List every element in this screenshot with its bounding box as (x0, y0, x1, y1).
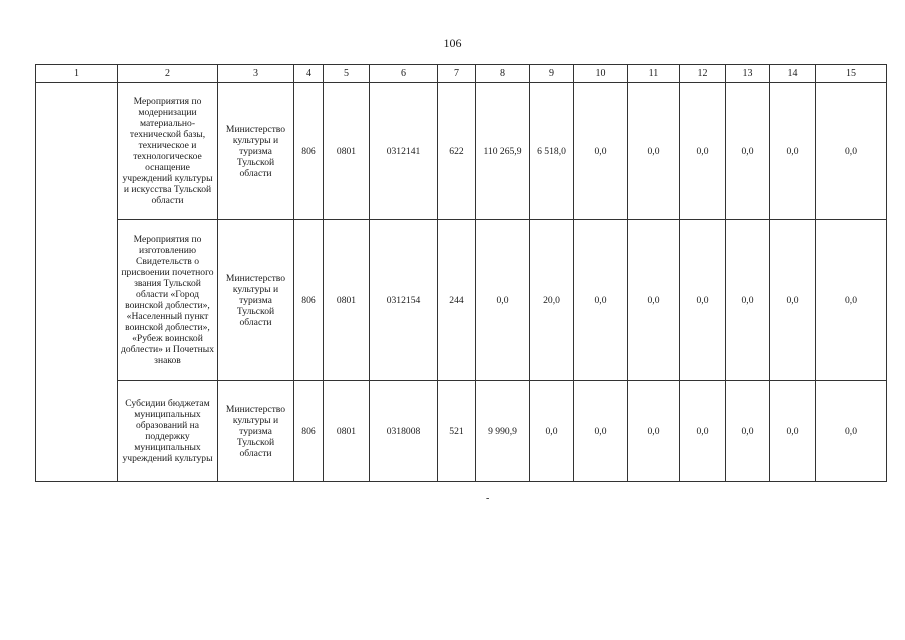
table-cell: 0,0 (680, 83, 726, 220)
column-header: 12 (680, 65, 726, 83)
table-cell: 0,0 (574, 381, 628, 482)
table-row (36, 220, 887, 381)
column-header: 7 (438, 65, 476, 83)
table-cell: 6 518,0 (530, 83, 574, 220)
column-header: 14 (770, 65, 816, 83)
column-header: 11 (628, 65, 680, 83)
column-header: 5 (324, 65, 370, 83)
table-cell: 0,0 (816, 83, 887, 220)
table-cell: 0318008 (370, 381, 438, 482)
column-header: 1 (36, 65, 118, 83)
table-cell: 0,0 (530, 381, 574, 482)
ministry-cell: Министерство культуры и туризма Тульской области (218, 381, 294, 482)
table-cell: 0,0 (476, 220, 530, 381)
table-cell: 521 (438, 381, 476, 482)
table-cell: 0,0 (680, 220, 726, 381)
table-cell: 0,0 (628, 83, 680, 220)
table-cell: 0801 (324, 381, 370, 482)
table-cell: 0,0 (770, 381, 816, 482)
column-header: 13 (726, 65, 770, 83)
table-cell: 0,0 (628, 220, 680, 381)
table-row (36, 83, 887, 220)
activity-name-cell: Субсидии бюджетам муниципальных образований на поддержку муниципальных учреждений культуры (118, 381, 218, 482)
column-header: 8 (476, 65, 530, 83)
table-cell: 0312154 (370, 220, 438, 381)
table-cell: 622 (438, 83, 476, 220)
column-header: 9 (530, 65, 574, 83)
table-cell: 9 990,9 (476, 381, 530, 482)
table-cell: 0,0 (574, 83, 628, 220)
budget-table (35, 64, 887, 482)
table-cell: 806 (294, 83, 324, 220)
activity-name-cell: Мероприятия по изготовлению Свидетельств о присвоении почетного звания Тульской области «Город воинской доблести», «Населенный пункт воинской доблести», «Рубеж воинской доблести» и Почетных знаков (118, 220, 218, 381)
ministry-cell: Министерство культуры и туризма Тульской области (218, 220, 294, 381)
table-cell: 0,0 (816, 220, 887, 381)
activity-name-cell: Мероприятия по модернизации материально-технической базы, техническое и технологическое оснащение учреждений культуры и искусства Тульской области (118, 83, 218, 220)
column-header: 10 (574, 65, 628, 83)
header-row (36, 65, 887, 83)
table-cell: 0801 (324, 83, 370, 220)
table-cell: 110 265,9 (476, 83, 530, 220)
table-cell: 0,0 (726, 220, 770, 381)
table-cell: 0,0 (680, 381, 726, 482)
column-header: 4 (294, 65, 324, 83)
column-header: 2 (118, 65, 218, 83)
table-cell: 0,0 (726, 381, 770, 482)
ministry-cell: Министерство культуры и туризма Тульской области (218, 83, 294, 220)
table-cell: 806 (294, 220, 324, 381)
table-row (36, 381, 887, 482)
footer-mark: - (486, 493, 490, 504)
table-cell: 0,0 (628, 381, 680, 482)
table-cell: 0801 (324, 220, 370, 381)
table-cell: 0,0 (816, 381, 887, 482)
table-cell: 0,0 (770, 83, 816, 220)
table-cell: 0,0 (574, 220, 628, 381)
table-cell: 0312141 (370, 83, 438, 220)
table-cell: 0,0 (770, 220, 816, 381)
column-header: 15 (816, 65, 887, 83)
merged-empty-cell (36, 83, 118, 482)
column-header: 6 (370, 65, 438, 83)
table-cell: 0,0 (726, 83, 770, 220)
column-header: 3 (218, 65, 294, 83)
table-cell: 20,0 (530, 220, 574, 381)
table-cell: 244 (438, 220, 476, 381)
page-number: 106 (443, 36, 462, 50)
table-cell: 806 (294, 381, 324, 482)
